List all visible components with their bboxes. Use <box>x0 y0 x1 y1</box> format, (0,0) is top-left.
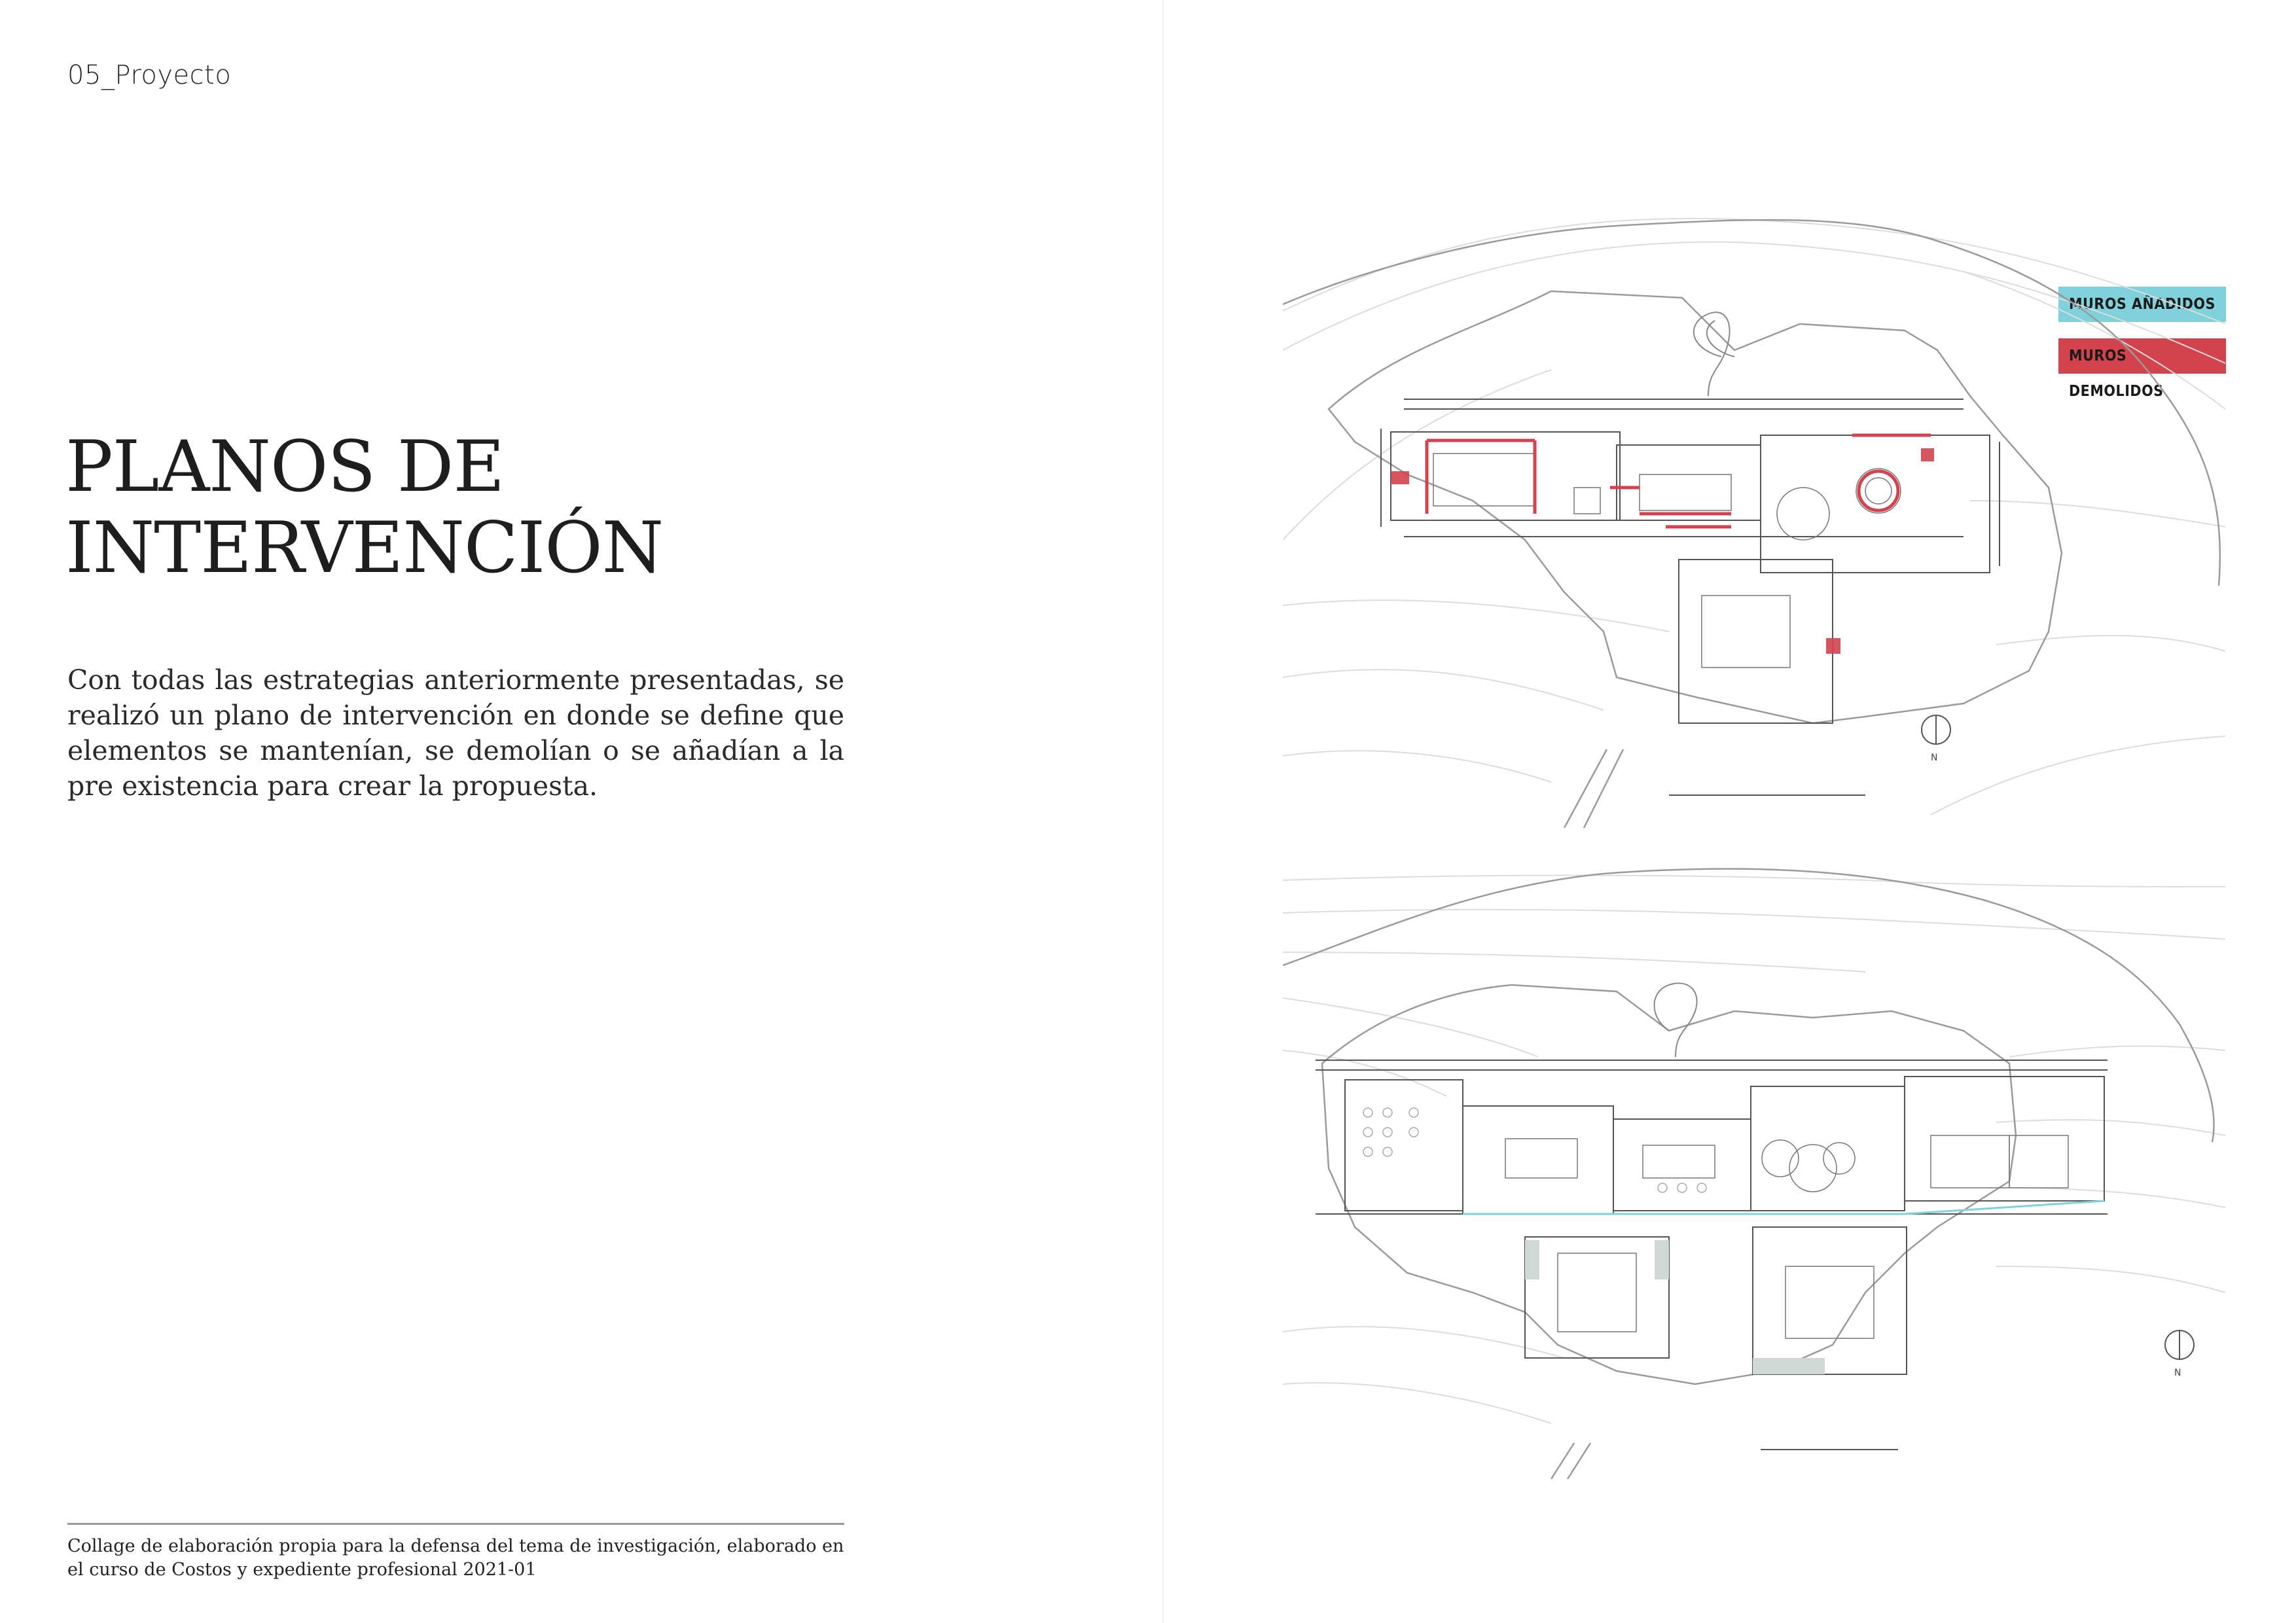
title-line-1: PLANOS DE <box>65 426 505 508</box>
page-gutter <box>1162 0 1164 1623</box>
legend-muros-anadidos: MUROS AÑADIDOS <box>2058 287 2226 322</box>
section-label: 05_Proyecto <box>67 60 232 90</box>
figure-caption: Collage de elaboración propia para la defensa del tema de investigación, elaborado en el curso de Costos y expediente profesional 2021-01 <box>67 1536 844 1580</box>
proposed-site-plan-drawing <box>1276 861 2232 1479</box>
body-paragraph: Con todas las estrategias anteriormente presentadas, se realizó un plano de intervención en donde se define que elementos se mantenían, se demolían o se añadían a la pre existencia para crear la propuesta. <box>67 664 844 802</box>
existing-site-plan-drawing <box>1276 134 2232 828</box>
north-label-bottom: N <box>2174 1368 2181 1378</box>
page-title <box>65 427 851 589</box>
caption-divider <box>67 1523 844 1525</box>
north-label-top: N <box>1931 753 1938 763</box>
title-line-2: INTERVENCIÓN <box>65 507 664 589</box>
legend-muros-demolidos: MUROS DEMOLIDOS <box>2058 338 2226 374</box>
